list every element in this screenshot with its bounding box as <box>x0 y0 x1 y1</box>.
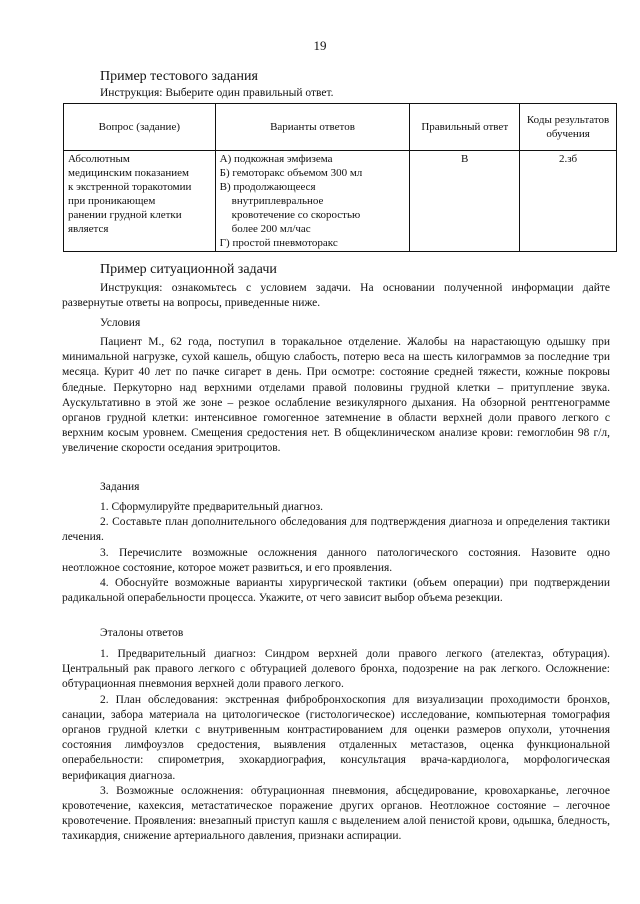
option-v: В) продолжающееся <box>219 181 316 193</box>
question-line: ранении грудной клетки <box>68 209 182 221</box>
test-instruction: Инструкция: Выберите один правильный ответ. <box>100 87 334 99</box>
situational-instruction <box>62 281 610 311</box>
question-line: к экстренной торакотомии <box>68 181 192 193</box>
option-v-cont: внутриплевральное <box>231 195 324 207</box>
options-cell <box>215 151 410 252</box>
task-item: 4. Обоснуйте возможные варианты хирургической тактики (объем операции) при подтверждении радикальной операбельности процесса. Укажите, от чего зависит выбор объема резекции. <box>62 577 610 605</box>
option-a: А) подкожная эмфизема <box>219 153 333 165</box>
tasks-list <box>62 500 610 606</box>
tasks-label: Задания <box>100 481 140 493</box>
codes-cell: 2.зб <box>520 151 617 252</box>
table-header-row <box>64 104 617 151</box>
question-line: при проникающем <box>68 195 156 207</box>
conditions-block <box>62 335 610 457</box>
correct-answer-cell: В <box>410 151 520 252</box>
question-line: Абсолютным <box>68 153 130 165</box>
header-question: Вопрос (задание) <box>64 104 216 151</box>
conditions-text: Пациент М., 62 года, поступил в торакальное отделение. Жалобы на нарастающую одышку при минимальной нагрузке, сухой кашель, общую слабость, потерю веса на шесть килограммов за последние три месяца. Курит 40 лет по пачке сигарет в день. При осмотре: состояние средней тяжести, кожные покровы бледные. Перкуторно над верхними отделами правой половины грудной клетки – притупление звука. Аускультативно в этой же зоне – резкое ослабление везикулярного дыхания. На обзорной рентгенограмме органов грудной клетки: интенсивное гомогенное затемнение в области верхней доли правого легкого с верхним косым уровнем. Смещения средостения нет. В общеклиническом анализе крови: гемоглобин 98 г/л, увеличение скорости оседания эритроцитов. <box>62 336 610 455</box>
conditions-label: Условия <box>100 317 141 329</box>
option-g: Г) простой пневмоторакс <box>219 237 338 249</box>
table-row <box>64 151 617 252</box>
option-b: Б) гемоторакс объемом 300 мл <box>219 167 363 179</box>
task-item: 2. Составьте план дополнительного обследования для подтверждения диагноза и определения тактики лечения. <box>62 516 610 544</box>
header-options: Варианты ответов <box>215 104 410 151</box>
answer-item: 1. Предварительный диагноз: Синдром верхней доли правого легкого (ателектаз, обтурация). Центральный рак правого легкого с обтурацией долевого бронха, подозрение на рак легкого. Осложнение: обтурационная пневмония верхней доли правого легкого. <box>62 648 610 691</box>
question-cell <box>64 151 216 252</box>
answer-item: 3. Возможные осложнения: обтурационная пневмония, абсцедирование, кровохарканье, легочное кровотечение, кахексия, метастатическое поражение других органов. Неотложное состояние – легочное кровотечение. Проявления: внезапный приступ кашля с выделением алой пенистой крови, одышка, бледность, тахикардия, снижение артериального давления, признаки аспирации. <box>62 784 610 843</box>
task-item: 1. Сформулируйте предварительный диагноз. <box>100 501 324 513</box>
answer-item: 2. План обследования: экстренная фибробронхоскопия для визуализации проходимости бронхов, санации, забора материала на цитологическое (гистологическое) исследование, компьютерная томография органов грудной клетки с внутривенным контрастированием для оценки размеров опухоли, уточнения состояния лимфоузлов средостения, выявления отдаленных метастазов, оценка функциональной операбельности: спирометрия, эхокардиография, консультация врача-кардиолога, морфологическая верификация диагноза. <box>62 693 610 782</box>
test-table <box>63 103 617 252</box>
option-v-cont: более 200 мл/час <box>231 223 311 235</box>
task-item: 3. Перечислите возможные осложнения данного патологического состояния. Назовите одно неотложное состояние, которое может развиться, и его проявления. <box>62 546 610 574</box>
answers-label: Эталоны ответов <box>100 627 184 639</box>
situational-instruction-text: Инструкция: ознакомьтесь с условием задачи. На основании полученной информации дайте развернутые ответы на вопросы, приведенные ниже. <box>62 282 610 310</box>
header-correct: Правильный ответ <box>410 104 520 151</box>
page-number: 19 <box>313 38 327 53</box>
answers-list <box>62 647 610 845</box>
question-line: медицинским показанием <box>68 167 189 179</box>
option-v-cont: кровотечение со скоростью <box>231 209 361 221</box>
situational-title: Пример ситуационной задачи <box>100 262 277 277</box>
question-line: является <box>68 223 109 235</box>
header-codes: Коды результатов обучения <box>520 104 617 151</box>
test-example-title: Пример тестового задания <box>100 69 258 84</box>
